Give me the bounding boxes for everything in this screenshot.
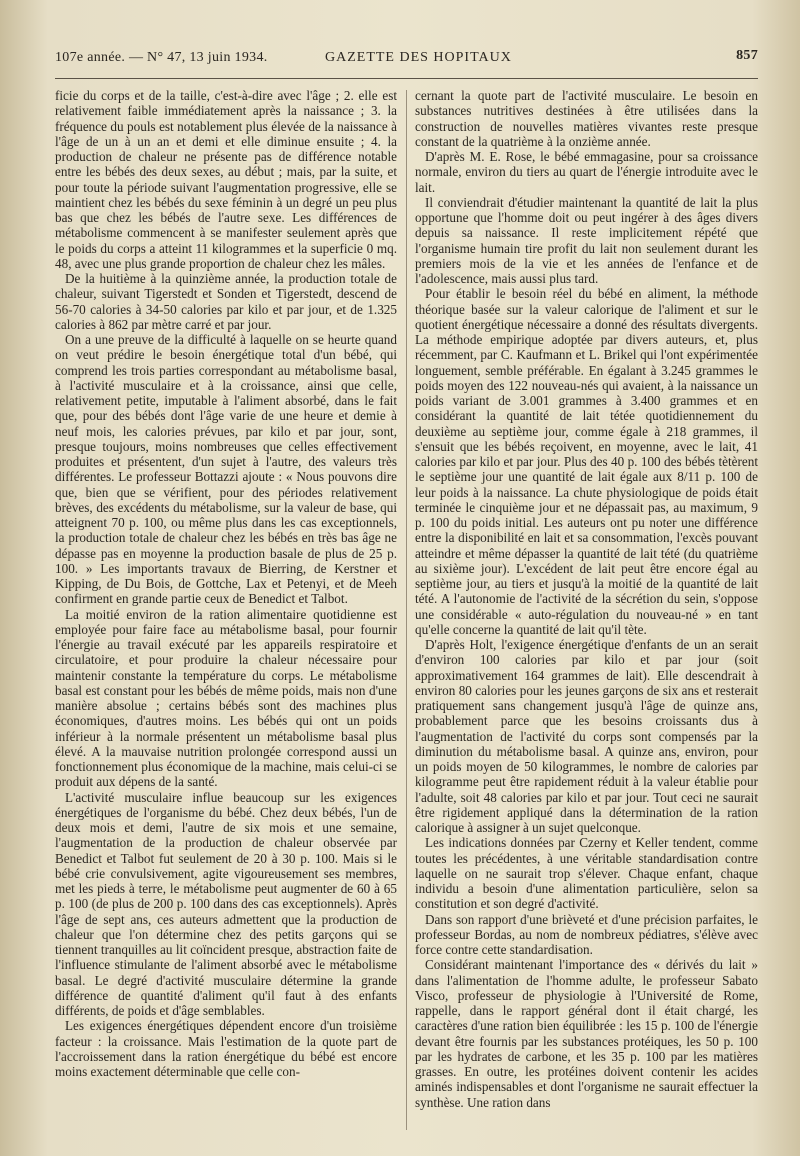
paragraph: Considérant maintenant l'importance des « dérivés du lait » dans l'alimentation de l'homme adulte, le professeur Sabato Visco, professeur de physiologie à l'Université de Rome, rappelle, dans le rapport général dont il était chargé, les caractères d'une ration bien équilibrée : les 15 p. 100 de l'énergie devant être fournis par les substances protéiques, les 50 p. 100 par les hydrates de carbone, et les 35 p. 100 par les matières grasses. En outre, les protéines doivent contenir les acides aminés indispensables et dont l'organisme ne saurait effectuer la synthèse. Une ration dans bbox=[415, 957, 758, 1110]
header-rule bbox=[55, 78, 758, 79]
paragraph: cernant la quote part de l'activité musculaire. Le besoin en substances nutritives destinées à être utilisées dans la construction de nouvelles matières vivantes reste presque constant de la quatrième à la onzième année. bbox=[415, 88, 758, 149]
paragraph: De la huitième à la quinzième année, la production totale de chaleur, suivant Tigerstedt et Sonden et Tigerstedt, descend de 56-70 calories à 34-50 calories par kilo et par jour, et de 1.325 calories à 862 par mètre carré et par jour. bbox=[55, 271, 397, 332]
column-divider bbox=[406, 90, 407, 1130]
paragraph: On a une preuve de la difficulté à laquelle on se heurte quand on veut prédire le besoin énergétique total d'un bébé, qui comprend les trois parties correspondant au métabolisme basal, à l'activité musculaire et à la croissance, ainsi que celle, relativement petite, imputable à l'aliment absorbé, dans le fait que, pour des bébés dont l'âge varie de une heure et demie à neuf mois, les calories prévues, par kilo et par jour, sont, presque toujours, moins nombreuses que celles effectivement produites et présentent, d'un sujet à l'autre, des valeurs très différentes. Le professeur Bottazzi ajoute : « Nous pouvons dire que, bien que se vérifient, pour des périodes relativement brèves, des excédents du métabolisme, sur la valeur de base, qui atteignent 70 p. 100, ou même plus dans les cas exceptionnels, la production totale de chaleur chez les bébés en très bas âge ne dépasse pas en moyenne la production basale de plus de 25 p. 100. » Les importants travaux de Bierring, de Kerstner et Kipping, de Du Bois, de Gottche, Lax et Petenyi, et de Meeh confirment en grande partie ceux de Benedict et Talbot. bbox=[55, 332, 397, 607]
paragraph: ficie du corps et de la taille, c'est-à-dire avec l'âge ; 2. elle est relativement faible immédiatement après la naissance ; 3. la fréquence du pouls est notablement plus élevée de la naissance à l'âge de un à un an et demi et elle diminue ensuite ; 4. la production de chaleur ne présente pas de différence notable entre les bébés des deux sexes, au début ; mais, par la suite, et pour toute la période suivant l'augmentation progressive, elle se maintient chez les bébés du sexe féminin à un degré un peu plus bas que chez les bébés de l'autre sexe. Les différences de métabolisme commencent à se manifester seulement après que le poids du corps a atteint 11 kilogrammes et la superficie 0 mq. 48, avec une plus grande proportion de chaleur chez les mâles. bbox=[55, 88, 397, 271]
page-header bbox=[55, 46, 758, 70]
paragraph: Dans son rapport d'une brièveté et d'une précision parfaites, le professeur Bordas, au nom de nombreux pédiatres, s'élève avec force contre cette standardisation. bbox=[415, 911, 758, 957]
paragraph: Les exigences énergétiques dépendent encore d'un troisième facteur : la croissance. Mais l'estimation de la quote part de l'accroissement dans la ration énergétique du bébé est encore moins exactement déterminable que celle con- bbox=[55, 1018, 397, 1079]
paragraph: Les indications données par Czerny et Keller tendent, comme toutes les précédentes, à une véritable standardisation contre laquelle on ne saurait trop s'élever. Chaque enfant, chaque individu a besoin d'une alimentation particulière, selon sa constitution et son degré d'activité. bbox=[415, 835, 758, 912]
left-column bbox=[55, 88, 397, 1138]
right-column bbox=[415, 88, 758, 1138]
paragraph: L'activité musculaire influe beaucoup sur les exigences énergétiques de l'organisme du bébé. Chez deux bébés, l'un de deux mois et demi, l'autre de six mois et une semaine, l'augmentation de la production de chaleur observée par Benedict et Talbot fut seulement de 20 à 30 p. 100. Mais si le bébé crie convulsivement, agite vigoureusement ses membres, met les pieds à terre, le métabolisme peut augmenter de 60 à 65 p. 100 (de plus de 200 p. 100 dans des cas exceptionnels). Après l'âge de sept ans, ces auteurs admettent que la production de chaleur que l'on détermine chez des petits garçons qui se tiennent tranquilles au lit coïncident presque, abstraction faite de l'influence stimulante de l'aliment absorbé avec le métabolisme basal. Le degré d'activité musculaire détermine la grande différence de quantité d'aliment qu'il faut à des enfants différents, de poids et d'âge semblables. bbox=[55, 789, 397, 1018]
journal-title: GAZETTE DES HOPITAUX bbox=[325, 50, 512, 65]
page-number: 857 bbox=[736, 48, 758, 63]
paragraph: Il conviendrait d'étudier maintenant la quantité de lait la plus opportune que l'homme doit ou peut ingérer à des âges divers depuis sa naissance. Il reste implicitement répété que l'organisme humain tire profit du lait non seulement durant les premiers mois de la vie et les années de l'enfance et de l'adolescence, mais aussi plus tard. bbox=[415, 194, 758, 286]
paragraph: Pour établir le besoin réel du bébé en aliment, la méthode théorique basée sur la valeur calorique de l'aliment et sur le quotient énergétique nécessaire a donné des résultats divergents. La méthode empirique adoptée par divers auteurs, et, plus récemment, par C. Kaufmann et L. Brikel qui l'ont expérimentée longuement, semble préférable. En égalant à 3.245 grammes le poids moyen des 122 nouveau-nés qui avaient, à la naissance un poids variant de 3.001 grammes à 3.400 grammes et en considérant la quantité de lait tétée quotidiennement du deuxième au septième jour, comme égale à 218 grammes, il s'ensuit que les bébés reçoivent, en moyenne, avec le lait, 41 calories par kilo et par jour. Plus des 40 p. 100 des bébés tètèrent le septième jour une quantité de lait égale aux 8/11 p. 100 de leur poids à la naissance. La chute physiologique de poids était terminée le cinquième jour et ne dépassait pas, au maximum, 9 p. 100 du poids initial. Les auteurs ont pu noter une différence entre la disponibilité en lait et sa consommation, l'excès pouvant atteindre et même dépasser la quantité de lait tété (du quatrième au sixième jour). L'excédent de lait peut être encore égal au septième jour, au tiers et jusqu'à la moitié de la quantité de lait tété. A l'autonomie de l'activité de la sécrétion du sein, s'oppose une considérable « auto-régulation du nouveau-né » en tant qu'elle concerne la quantité de lait qu'il tète. bbox=[415, 286, 758, 637]
paragraph: La moitié environ de la ration alimentaire quotidienne est employée pour faire face au métabolisme basal, pour fournir l'énergie au travail exécuté par les appareils respiratoire et circulatoire, et pour produire la chaleur nécessaire pour maintenir constante la température du corps. Le métabolisme basal est constant pour les bébés de même poids, mais non d'une manière absolue ; certains bébés sont des machines plus économiques, d'autres moins. Les bébés qui ont un poids inférieur à la normale présentent un métabolisme basal plus élevé. A la mauvaise nutrition prolongée correspond aussi un fonctionnement plus économique de la machine, mais celui-ci se produit aux dépens de la santé. bbox=[55, 606, 397, 790]
paragraph: D'après Holt, l'exigence énergétique d'enfants de un an serait d'environ 100 calories par kilo et par jour (soit approximativement 164 grammes de lait). Elle descendrait à environ 80 calories pour les jeunes garçons de six ans et resterait pratiquement sans changement jusqu'à l'âge de quinze ans, probablement parce que les besoins croissants dus à l'augmentation de l'activité du corps sont compensés par la diminution du métabolisme basal. A quinze ans, environ, pour un poids moyen de 50 kilogrammes, le nombre de calories par kilogramme peut être rapidement réduit à la valeur établie pour l'adulte, soit 48 calories par kilo et par jour. Tout ceci ne saurait être rigidement appliqué dans la détermination de la ration calorique à assigner à un sujet quelconque. bbox=[415, 637, 758, 835]
paragraph: D'après M. E. Rose, le bébé emmagasine, pour sa croissance normale, environ du tiers au quart de l'énergie introduite avec le lait. bbox=[415, 149, 758, 195]
issue-info: 107e année. — N° 47, 13 juin 1934. bbox=[55, 50, 268, 65]
